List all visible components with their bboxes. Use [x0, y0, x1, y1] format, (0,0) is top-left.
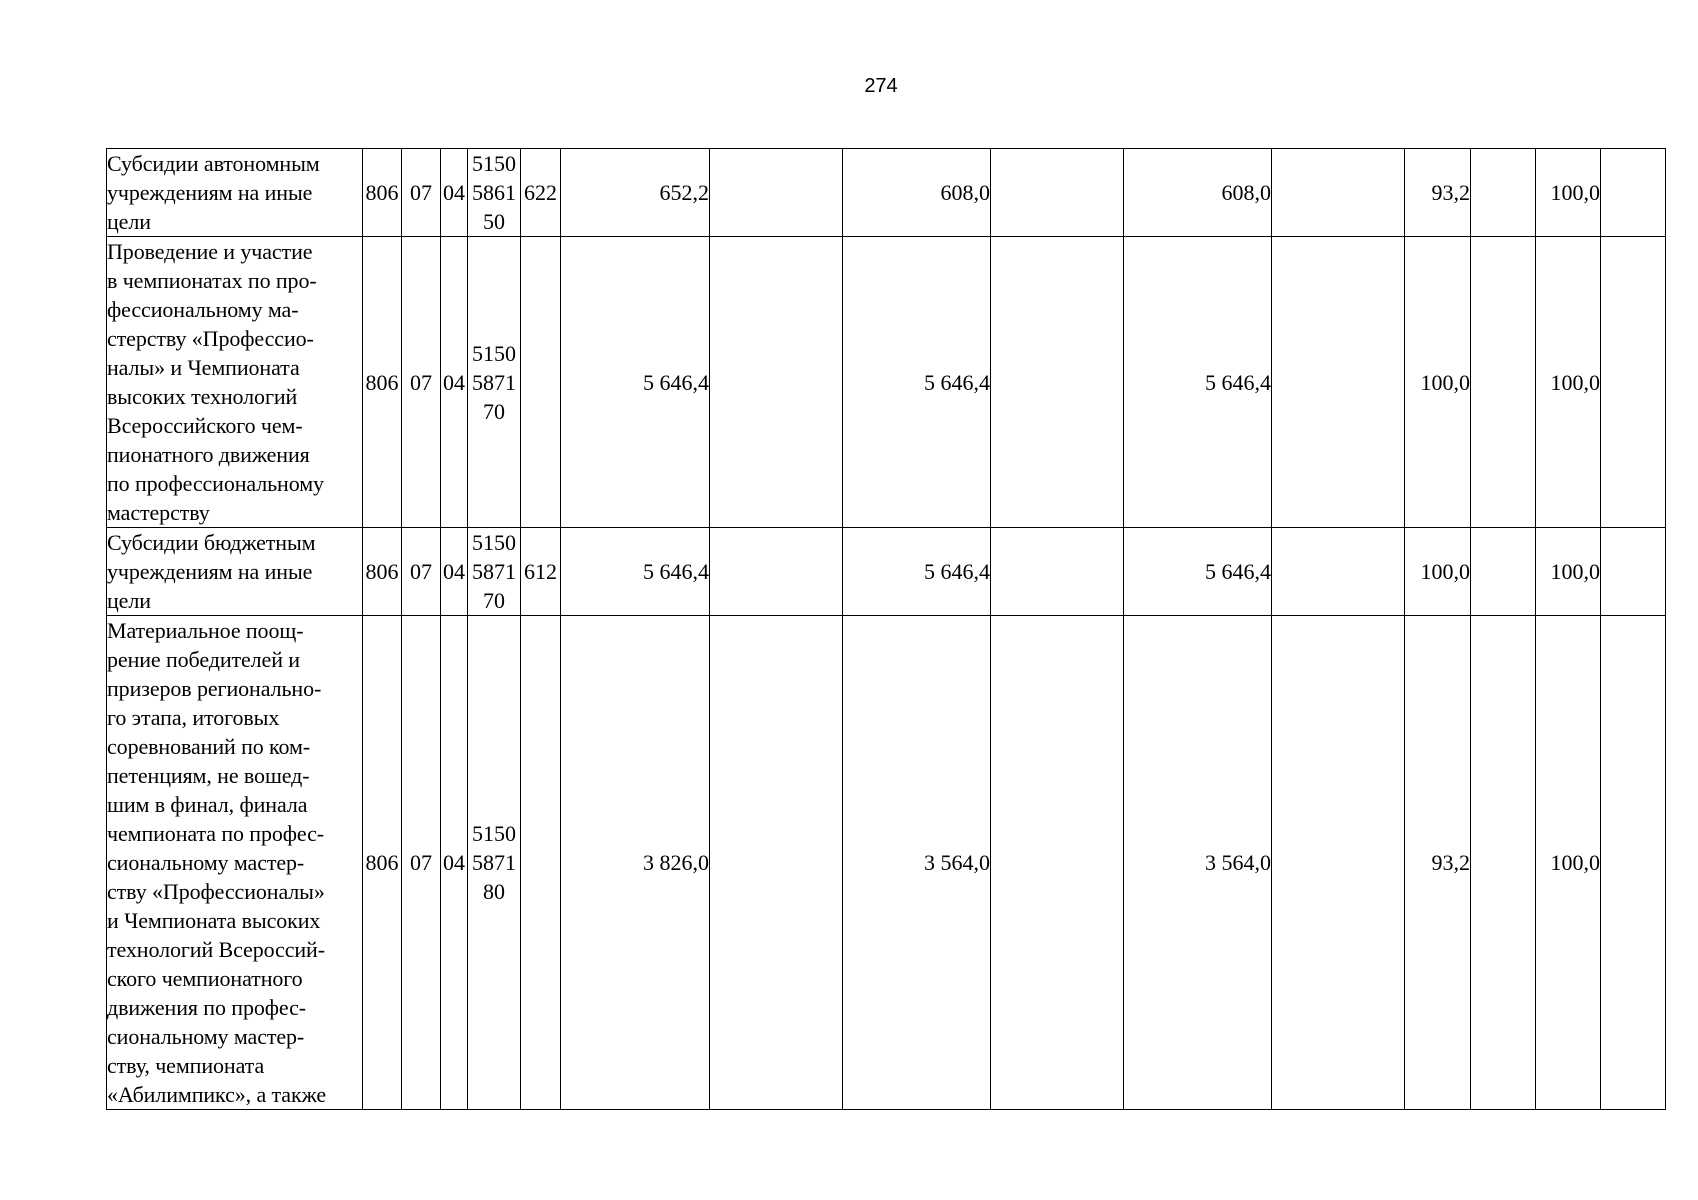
value-cell	[1471, 149, 1536, 237]
table-row	[107, 616, 1666, 1110]
target-item-code: 5150 5871 70	[468, 237, 521, 528]
value-cell	[710, 237, 843, 528]
percent-cell: 100,0	[1536, 237, 1601, 528]
percent-cell: 100,0	[1536, 528, 1601, 616]
table-row	[107, 528, 1666, 616]
row-name: Проведение и участие в чемпионатах по про- фессиональному ма- стерству «Профессио- налы» и Чемпионата высоких технологий Всероссийского чем- пионатного движения по профессиональному мастерству	[107, 237, 363, 528]
value-cell: 5 646,4	[1124, 528, 1272, 616]
subsection-code: 04	[441, 528, 468, 616]
ministry-code: 806	[363, 237, 402, 528]
value-cell	[1601, 237, 1666, 528]
value-cell	[1272, 616, 1405, 1110]
value-cell	[991, 616, 1124, 1110]
ministry-code: 806	[363, 528, 402, 616]
value-cell	[991, 237, 1124, 528]
value-cell	[1471, 528, 1536, 616]
subsection-code: 04	[441, 616, 468, 1110]
row-name: Материальное поощ- рение победителей и призеров регионально- го этапа, итоговых соревнований по ком- петенциям, не вошед- шим в финал, финала чемпионата по профес- сиональному мастер- ству «Профессионалы» и Чемпионата высоких технологий Всероссий- ского чемпионатного движения по профес- сиональному мастер- ству, чемпионата «Абилимпикс», а также	[107, 616, 363, 1110]
percent-cell: 100,0	[1536, 616, 1601, 1110]
percent-cell: 100,0	[1536, 149, 1601, 237]
percent-cell: 100,0	[1405, 237, 1471, 528]
percent-cell: 100,0	[1405, 528, 1471, 616]
percent-cell: 93,2	[1405, 616, 1471, 1110]
value-cell	[710, 616, 843, 1110]
expense-type-code	[521, 616, 561, 1110]
value-cell: 5 646,4	[843, 237, 991, 528]
subsection-code: 04	[441, 149, 468, 237]
value-cell: 5 646,4	[561, 528, 710, 616]
target-item-code: 5150 5871 80	[468, 616, 521, 1110]
page-number: 274	[864, 75, 898, 97]
percent-cell: 93,2	[1405, 149, 1471, 237]
budget-table	[106, 148, 1666, 1110]
table-row	[107, 237, 1666, 528]
section-code: 07	[402, 149, 441, 237]
section-code: 07	[402, 528, 441, 616]
value-cell	[1471, 616, 1536, 1110]
table-row	[107, 149, 1666, 237]
target-item-code: 5150 5861 50	[468, 149, 521, 237]
ministry-code: 806	[363, 149, 402, 237]
target-item-code: 5150 5871 70	[468, 528, 521, 616]
expense-type-code: 622	[521, 149, 561, 237]
value-cell: 652,2	[561, 149, 710, 237]
value-cell: 3 826,0	[561, 616, 710, 1110]
value-cell	[710, 149, 843, 237]
value-cell: 3 564,0	[843, 616, 991, 1110]
value-cell: 5 646,4	[561, 237, 710, 528]
row-name: Субсидии автономным учреждениям на иные цели	[107, 149, 363, 237]
expense-type-code: 612	[521, 528, 561, 616]
section-code: 07	[402, 237, 441, 528]
value-cell: 608,0	[843, 149, 991, 237]
value-cell	[1601, 616, 1666, 1110]
value-cell: 5 646,4	[1124, 237, 1272, 528]
value-cell	[1471, 237, 1536, 528]
value-cell	[1272, 237, 1405, 528]
value-cell	[1601, 149, 1666, 237]
value-cell: 5 646,4	[843, 528, 991, 616]
value-cell	[991, 528, 1124, 616]
value-cell	[991, 149, 1124, 237]
ministry-code: 806	[363, 616, 402, 1110]
expense-type-code	[521, 237, 561, 528]
section-code: 07	[402, 616, 441, 1110]
value-cell	[710, 528, 843, 616]
subsection-code: 04	[441, 237, 468, 528]
value-cell: 3 564,0	[1124, 616, 1272, 1110]
value-cell	[1272, 528, 1405, 616]
value-cell	[1272, 149, 1405, 237]
value-cell	[1601, 528, 1666, 616]
row-name: Субсидии бюджетным учреждениям на иные цели	[107, 528, 363, 616]
value-cell: 608,0	[1124, 149, 1272, 237]
